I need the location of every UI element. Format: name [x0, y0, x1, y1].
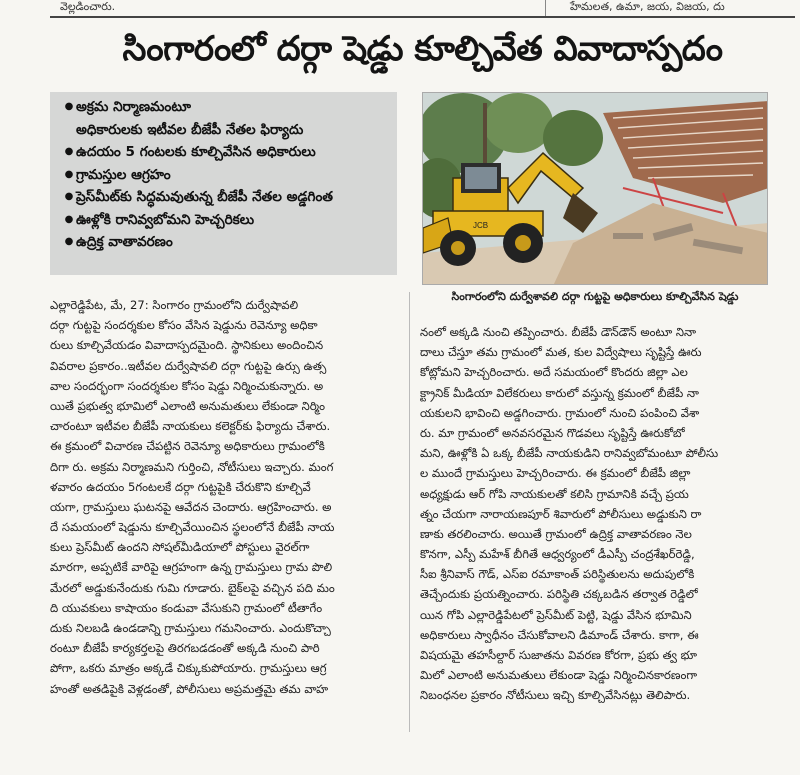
bullet-icon: ● — [64, 168, 74, 180]
body-line: ది యువకులు కాషాయం కండువా వేసుకుని గ్రామంలో టీతాగేం — [50, 600, 323, 615]
body-line: కొనగా, ఎస్పీ మహేశ్ బీగితే ఆధ్వర్యంలో డీఎస్పీ చంద్రశేఖర్‌రెడ్డి, — [420, 547, 695, 562]
highlight-text: ఉదయం 5 గంటలకు కూల్చివేసిన అధికారులు — [76, 144, 316, 160]
bullet-icon: ● — [64, 146, 74, 157]
body-line: దే సమయంలో షెడ్డును కూల్చివేయించిన స్థలంలోనే బీజేపీ నాయ — [50, 520, 335, 535]
adjacent-article-tail: హేమలత, ఉమా, జయ, విజయ, దు — [570, 0, 725, 13]
body-line: ఎల్లారెడ్డిపేట, మే, 27: సింగారం గ్రామంలోని దుర్వేషావలి — [50, 298, 299, 312]
highlight-text: అధికారులకు ఇటీవల బీజేపీ నేతల ఫిర్యాదు — [76, 121, 304, 138]
body-line: ణాకు తరలించారు. అయితే గ్రామంలో ఉద్రిక్త వాతావరణం నెల — [420, 526, 692, 541]
svg-text:JCB: JCB — [473, 221, 489, 230]
photo-caption: సింగారంలోని దుర్వేశావలి దర్గా గుట్టపై అధికారులు కూల్చివేసిన షెడ్డు — [451, 290, 739, 303]
body-line: యిన గోపి ఎల్లారెడ్డిపేటలో ప్రెస్‌మీట్ పెట్టి, షెడ్డు వేసిన భూమిని — [420, 607, 692, 622]
highlight-item — [62, 186, 391, 209]
body-line: మిలో ఎలాంటి అనుమతులు లేకుండా షెడ్డు నిర్మించినకారణంగా — [420, 668, 698, 683]
body-line: విషయమై తహసీల్దార్ సుజాతను వివరణ కోరగా, ప్రభు త్వ భూ — [420, 648, 698, 662]
highlight-item — [62, 164, 391, 187]
body-line: రంటూ బీజేపీ కార్యకర్తలపై తిరగబడడంతో అక్కడి నుంచి పారి — [50, 641, 320, 656]
headline-top-rule — [50, 16, 795, 18]
highlight-item — [62, 96, 391, 141]
bullet-icon: ● — [64, 236, 74, 247]
headline: సింగారంలో దర్గా షెడ్డు కూల్చివేత వివాదాస్పదం — [122, 29, 723, 69]
body-line: కోట్లోమని హెచ్చరించారు. అదే సమయంలో కొందరు జిల్లా ఎల — [420, 365, 688, 380]
highlight-text: అక్రమ నిర్మాణమంటూ — [76, 99, 191, 115]
body-line: రు. మా గ్రామంలో అనవసరమైన గొడవలు సృష్టిస్తే ఊరుకోబో — [420, 425, 685, 440]
body-line: యితే ప్రభుత్వ భూమిలో ఎలాంటి అనుమతులు లేకుండా నిర్మిం — [50, 398, 326, 413]
body-line: నంలో అక్కడి నుంచి తప్పించారు. బీజేపీ డౌన్‌డౌన్ అంటూ నినా — [420, 325, 697, 339]
body-line: త్నం చేయగా నారాయణపూర్ శివారులో పోలీసులు అడ్డుకుని రా — [420, 506, 702, 521]
body-line: వివరాల ప్రకారం..ఇటీవల దుర్వేషావలి దర్గా గుట్టపై ఉర్సు ఉత్స — [50, 358, 327, 373]
body-line: వాల సందర్భంగా సందర్శకుల కోసం షెడ్డు నిర్మించుకున్నారు. అ — [50, 378, 324, 393]
highlight-item — [62, 141, 391, 164]
bullet-icon: ● — [64, 191, 74, 202]
body-line: ఈ క్రమంలో విచారణ చేపట్టిన రెవెన్యూ అధికారులు గ్రామంలోకి — [50, 439, 325, 454]
body-line: తెచ్చేందుకు ప్రయత్నించారు. పరిస్థితి చక్కబడిన తర్వాత రెడ్డిలో — [420, 587, 698, 602]
body-line: ల ముందే గ్రామస్తులు హెచ్చరించారు. ఈ క్రమంలో బీజేపీ జిల్లా — [420, 466, 691, 481]
article-column-2 — [420, 322, 772, 706]
body-line: హంతో అతడిపైకి వెళ్లడంతో, పోలీసులు అప్రమత్తమై తమ వాహ — [50, 681, 329, 696]
column-rule — [409, 292, 410, 732]
article-column-1 — [50, 295, 400, 699]
previous-article-strip — [0, 0, 800, 16]
body-line: కులు ప్రెస్‌మీట్ ఉందని సోషల్‌మీడియాలో పోస్టులు వైరల్‌గా — [50, 540, 310, 555]
body-line: దర్గా గుట్టపై సందర్శకుల కోసం వేసిన షెడ్డును రెవెన్యూ అధికా — [50, 318, 318, 333]
highlight-text: ఊళ్లోకి రానివ్వబోమని హెచ్చరికలు — [76, 211, 255, 228]
highlight-text: గ్రామస్తుల ఆగ్రహం — [76, 166, 171, 183]
body-line: దుకు నిలబడి ఉండడాన్ని గ్రామస్తులు గమనించారు. ఎందుకొచ్చా — [50, 621, 331, 635]
body-line: యగా, గ్రామస్తులు ఘటనపై ఆవేదన చెందారు. ఆగ్రహించారు. అ — [50, 499, 332, 514]
body-line: దాలు చేస్తూ తమ గ్రామంలో మత, కుల విద్వేషాలు సృష్టిస్తే ఊరు — [420, 345, 702, 360]
demolition-scene-image — [423, 93, 768, 285]
column-divider — [545, 0, 546, 16]
body-line: నిబంధనల ప్రకారం నోటీసులు ఇచ్చి కూల్చివేసినట్లు తెలిపారు. — [420, 688, 691, 703]
body-line: సీఐ శ్రీనివాస్ గౌడ్, ఎస్ఐ రమాకాంత్ పరిస్థితులను అదుపులోకి — [420, 567, 695, 582]
news-photo — [422, 92, 768, 285]
body-line: యకులని భావించి అడ్డగించారు. గ్రామంలో నుంచి పంపించి వేశా — [420, 405, 700, 420]
bullet-icon: ● — [64, 101, 74, 112]
body-line: మారగా, అప్పటికే వారిపై ఆగ్రహంగా ఉన్న గ్రామస్తులు గ్రామ పొలి — [50, 560, 333, 575]
body-line: మని, ఊళ్లోకి ఏ ఒక్క బీజేపీ నాయకుడిని రానివ్వబోమంటూ పోలీసు — [420, 446, 719, 461]
body-line: పోగా, ఒకరు మాత్రం అక్కడే చిక్కుకుపోయారు. గ్రామస్తులు ఆగ్ర — [50, 661, 327, 676]
bullet-icon: ● — [64, 213, 74, 225]
highlight-text: ప్రెస్‌మీట్‌కు సిద్ధమవుతున్న బీజేపీ నేతల అడ్డగింత — [76, 189, 333, 205]
highlight-item — [62, 231, 391, 254]
body-line: రులు కూల్చివేయడం వివాదాస్పదమైంది. స్థానికులు అందించిన — [50, 338, 324, 353]
body-line: క్ట్రానిక్ మీడియా విలేకరులు కారులో వస్తున్న క్రమంలో బీజేపీ నా — [420, 385, 699, 400]
highlight-item — [62, 209, 391, 232]
highlights-box — [50, 92, 397, 275]
body-line: ళవారం ఉదయం 5గంటలకే దర్గా గుట్టపైకి చేరుకొని కూల్చివే — [50, 479, 311, 494]
body-line: అధ్యక్షుడు ఆర్ గోపి నాయకులతో కలిసి గ్రామానికి వచ్చే ప్రయ — [420, 486, 689, 501]
highlight-text: ఉద్రిక్త వాతావరణం — [76, 234, 173, 250]
body-line: చారంటూ ఇటీవల బీజేపీ నాయకులు కలెక్టర్‌కు ఫిర్యాదు చేశారు. — [50, 419, 331, 434]
body-line: మేరలో అడ్డుకునేందుకు గుమి గూడారు. బైక్‌లపై వచ్చిన పది మం — [50, 580, 335, 595]
body-line: దిగా రు. అక్రమ నిర్మాణమని గుర్తించి, నోటీసులు ఇచ్చారు. మంగ — [50, 459, 334, 474]
previous-article-tail: వెల్లడించారు. — [60, 0, 116, 13]
body-line: అధికారులు స్వాధీనం చేసుకోవాలని డిమాండ్ చేశారు. కాగా, ఈ — [420, 627, 699, 642]
